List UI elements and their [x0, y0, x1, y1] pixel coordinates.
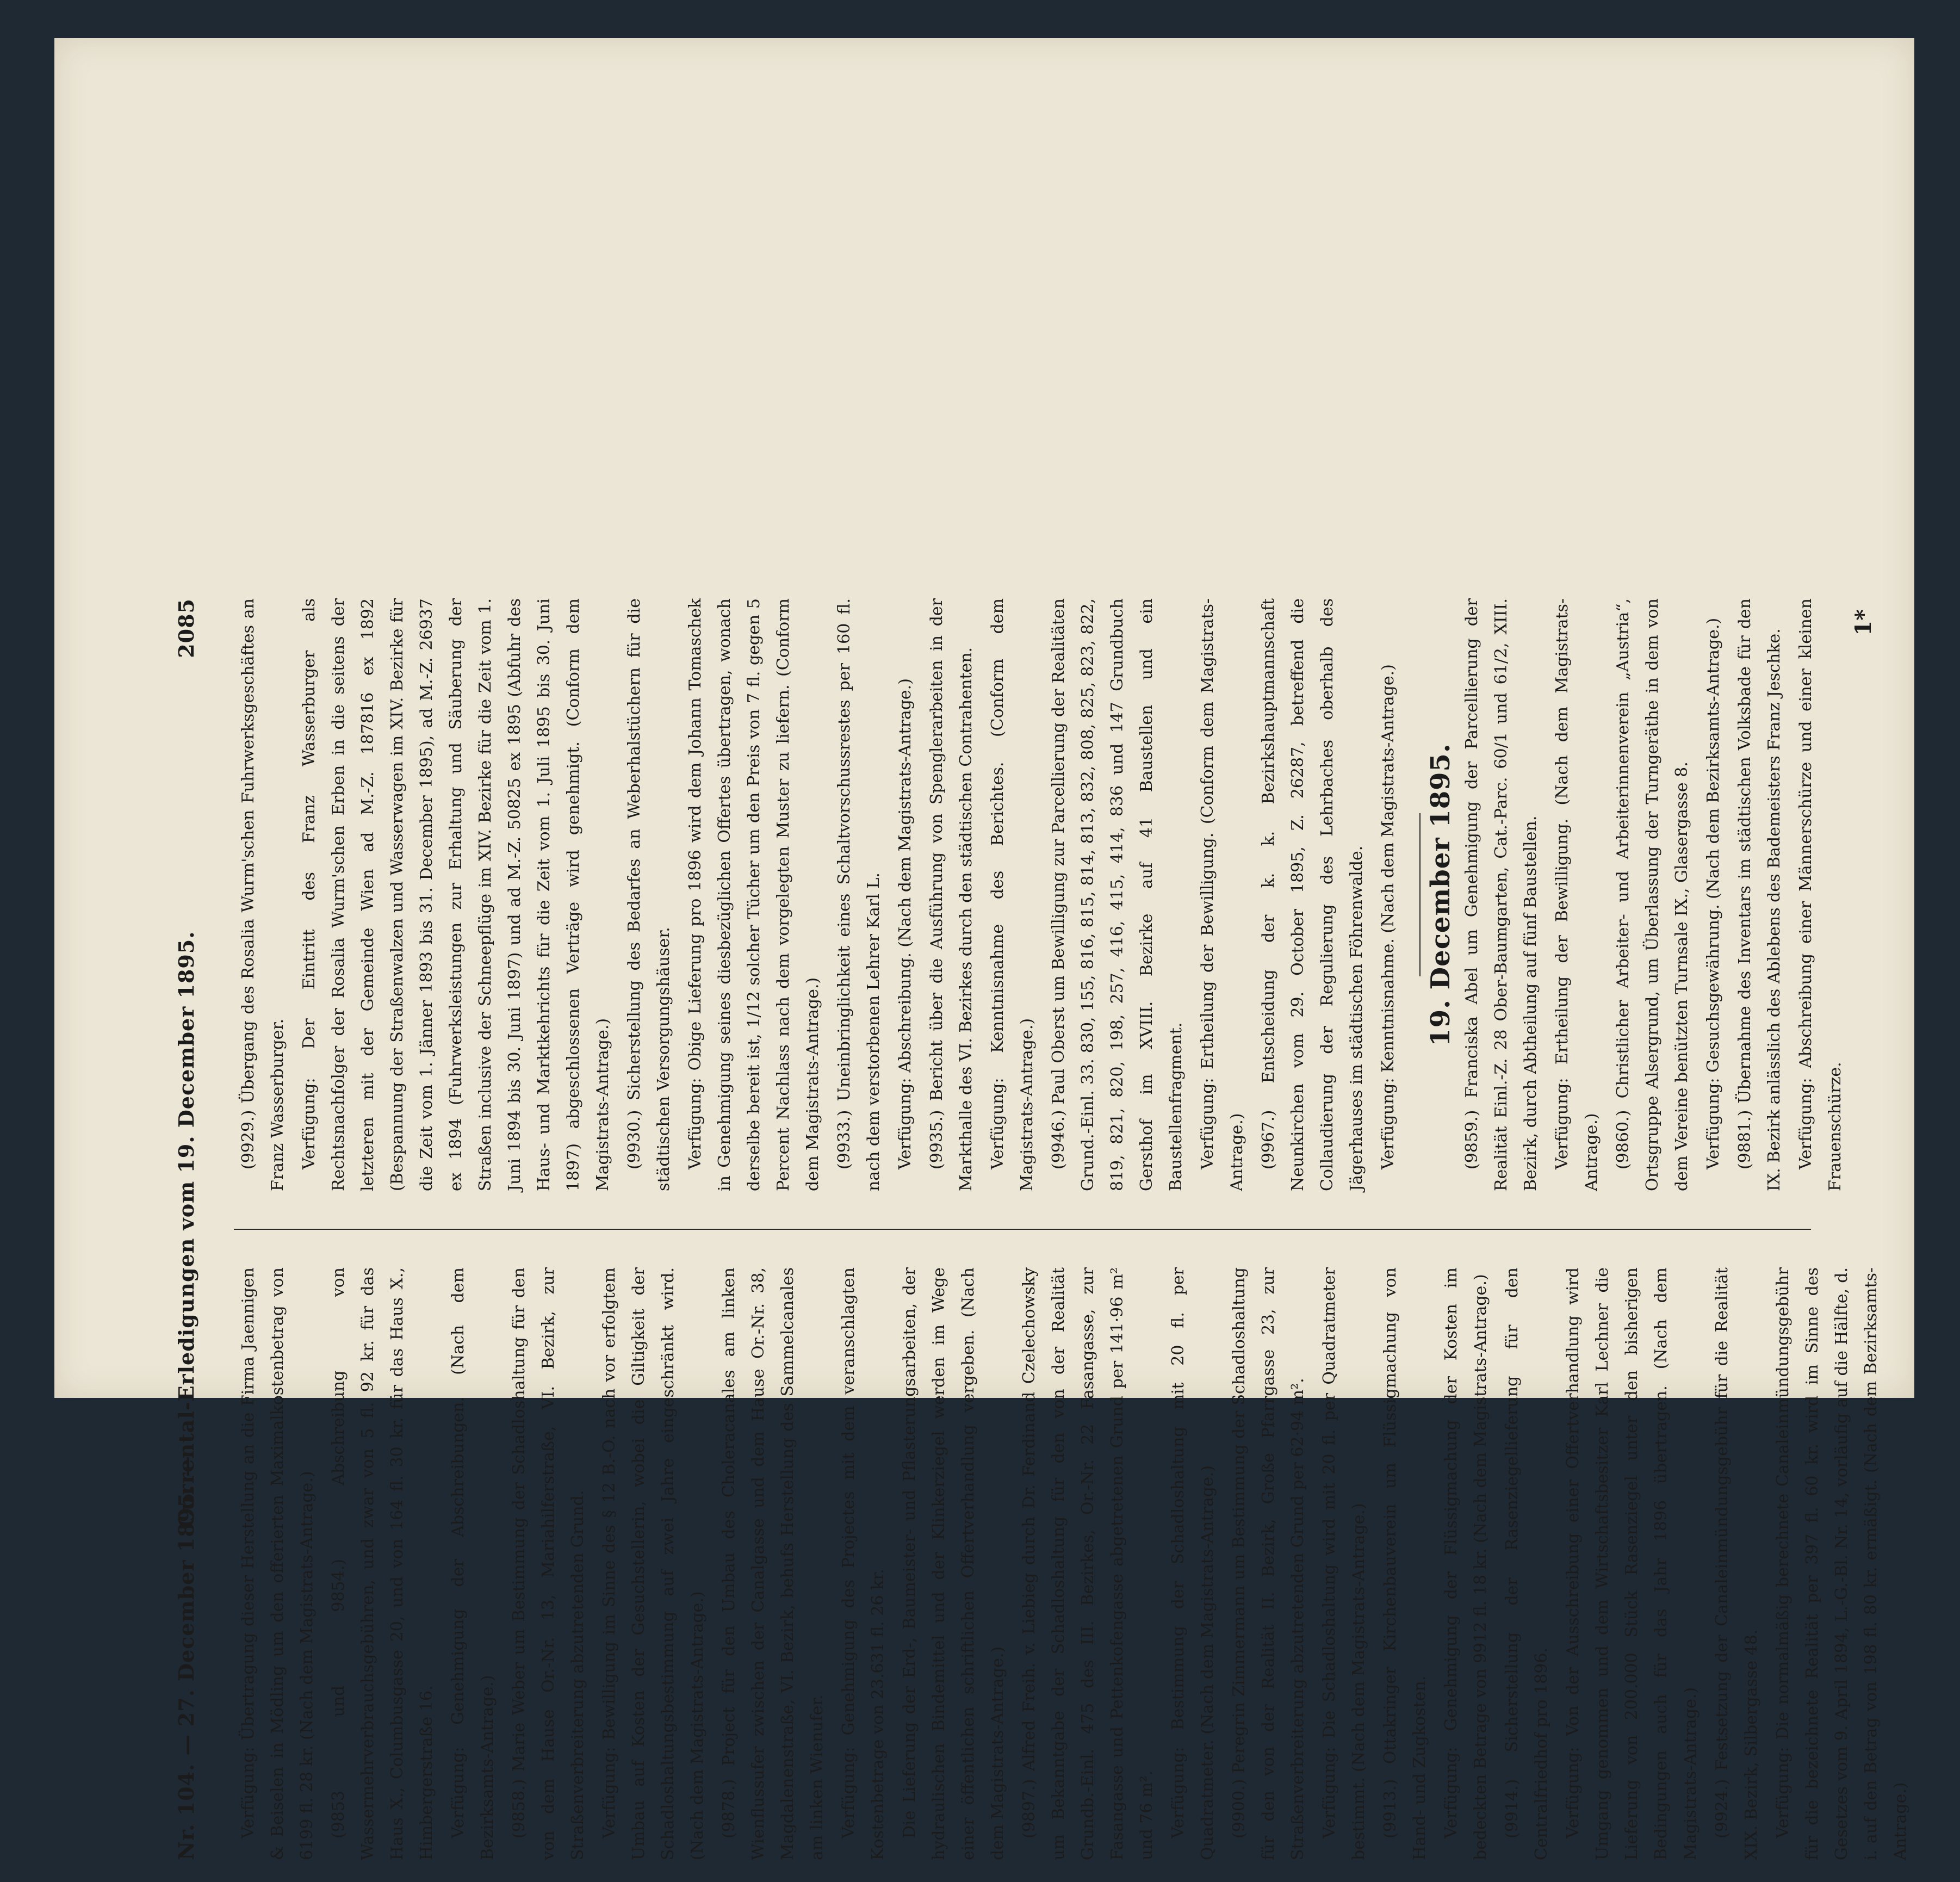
- paragraph: (9858.) Marie Weber um Bestimmung der Schadloshaltung für den von dem Hause Or.-Nr. 13, Mariahilferstraße, VI. Bezirk, zur Straßenverbreiterung abzutretenden Grund.: [510, 1267, 587, 1860]
- paragraph: (9946.) Paul Oberst um Bewilligung zur Parcellierung der Realitäten Grund.-Einl. 33. 830, 155, 816, 815, 814, 813, 832, 808, 825, 823, 822, 819, 821, 820, 198, 257, 416, 415, 414, 836 und 147 Grundbuch Gersthof im XVIII. Bezirke auf 41 Baustellen und ein Baustellenfragment.: [1049, 598, 1186, 1191]
- paragraph: (9914.) Sicherstellung der Rasenziegellieferung für den Centralfriedhof pro 1896.: [1503, 1267, 1551, 1860]
- paragraph: Verfügung: Abschreibung. (Nach dem Magistrats-Antrage.): [896, 678, 915, 1169]
- paragraph: Verfügung: Bewilligung im Sinne des § 12 B.-O. nach vor erfolgtem Umbau auf Kosten der Gesuchstellerin, wobei die Giltigkeit der Schadloshaltungsbestimmung auf zwei Jahre eingeschränkt wird. (Nach dem Magistrats-Antrage.): [600, 1267, 707, 1860]
- paragraph: (9860.) Christlicher Arbeiter- und Arbeiterinnenverein „Austria“, Ortsgruppe Alsergrund, um Überlassung der Turngeräthe in dem von dem Vereine benützten Turnsale IX., Glasergasse 8.: [1614, 598, 1691, 1191]
- paragraph: (9881.) Übernahme des Inventars im städtischen Volksbade für den IX. Bezirk anlässlich des Ablebens des Bademeisters Franz Jeschke.: [1735, 598, 1784, 1191]
- page-title: Currental-Erledigungen vom 19. December 1895.: [174, 931, 199, 1528]
- left-column: [234, 1267, 1910, 1860]
- rotated-page-content: [141, 577, 1909, 1882]
- paragraph: Verfügung: Genehmigung der Abschreibungen. (Nach dem Bezirksamts-Antrage.): [449, 1267, 497, 1860]
- paragraph: Verfügung: Ertheilung der Bewilligung. (Conform dem Magistrats-Antrage.): [1198, 598, 1246, 1191]
- issue-number: Nr. 104. — 27. December 1895. —: [174, 1456, 199, 1860]
- paragraph: Verfügung: Die normalmäßig berechnete Canaleinmündungsgebühr für die bezeichnete Realität per 397 fl. 60 kr. wird im Sinne des Gesetzes vom 9. April 1894, L.-G.-Bl. Nr. 14, vorläufig auf die Hälfte, d. i. auf den Betrag von 198 fl. 80 kr. ermäßigt. (Nach dem Bezirksamts-Antrage.): [1773, 1267, 1910, 1860]
- paragraph: Verfügung: Der Eintritt des Franz Wasserburger als Rechtsnachfolger der Rosalia Wurm'schen Erben in die seitens der letzteren mit der Gemeinde Wien ad M.-Z. 187816 ex 1892 (Bespannung der Straßenwalzen und Wasserwagen im XIV. Bezirke für die Zeit vom 1. Jänner 1893 bis 31. December 1895), ad M.-Z. 26937 ex 1894 (Fuhrwerksleistungen zur Erhaltung und Säuberung der Straßen inclusive der Schneepflüge im XIV. Bezirke für die Zeit vom 1. Juni 1894 bis 30. Juni 1897) und ad M.-Z. 50825 ex 1895 (Abfuhr des Haus- und Marktkehrichts für die Zeit vom 1. Juli 1895 bis 30. Juni 1897) abgeschlossenen Verträge wird genehmigt. (Conform dem Magistrats-Antrage.): [300, 598, 612, 1191]
- paragraph: Verfügung: Kenntnisnahme des Berichtes. (Conform dem Magistrats-Antrage.): [988, 598, 1037, 1191]
- paragraph: Verfügung: Übertragung dieser Herstellung an die Firma Jaennigen & Beiselen in Mödling um den offerierten Maximalkostenbetrag von 6199 fl. 28 kr. (Nach dem Magistrats-Antrage.): [239, 1267, 317, 1860]
- paragraph: (9929.) Übergang des Rosalia Wurm'schen Fuhrwerksgeschäftes an Franz Wasserburger.: [239, 598, 287, 1191]
- scanned-page: [54, 38, 1914, 1860]
- page-number: 2085: [174, 598, 199, 658]
- paragraph: Verfügung: Gesuchsgewährung. (Nach dem Bezirksamts-Antrage.): [1704, 617, 1723, 1169]
- paragraph: Verfügung: Abschreibung einer Männerschürze und einer kleinen Frauenschürze.: [1796, 598, 1845, 1191]
- signature-mark: 1*: [1851, 609, 1876, 636]
- paragraph: Verfügung: Kenntnisnahme. (Nach dem Magistrats-Antrage.): [1379, 664, 1398, 1169]
- paragraph: (9878.) Project für den Umbau des Choleracanales am linken Wienflussufer zwischen der Canalgasse und dem Hause Or.-Nr. 38, Magdalenenstraße, VI. Bezirk, behufs Herstellung des Sammelcanales am linken Wienufer.: [720, 1267, 827, 1860]
- paragraph: Verfügung: Obige Lieferung pro 1896 wird dem Johann Tomaschek in Genehmigung seines diesbezüglichen Offertes übertragen, wonach derselbe bereit ist, 1/12 solcher Tücher um den Preis von 7 fl. gegen 5 Percent Nachlass nach dem vorgelegten Muster zu liefern. (Conform dem Magistrats-Antrage.): [686, 598, 822, 1191]
- paragraph: Verfügung: Ertheilung der Bewilligung. (Nach dem Magistrats-Antrage.): [1553, 598, 1601, 1191]
- column-divider: [234, 1229, 1811, 1230]
- page-header: [174, 598, 212, 1860]
- paragraph: (9897.) Alfred Freih. v. Liebieg durch Dr. Ferdinand Czelechowsky um Bekanntgabe der Schadloshaltung für den von der Realität Grundb.-Einl. 475 des III. Bezirkes, Or.-Nr. 22 Fasangasse, zur Fasangasse und Pettenkofengasse abgetretenen Grund per 141·96 m² und 76 m².: [1020, 1267, 1156, 1860]
- paragraph: (9859.) Franciska Abel um Genehmigung der Parcellierung der Realität Einl.-Z. 28 Ober-Baumgarten, Cat.-Parc. 60/1 und 61/2, XIII. Bezirk, durch Abtheilung auf fünf Baustellen.: [1462, 598, 1540, 1191]
- paragraph: (9935.) Bericht über die Ausführung von Spenglerarbeiten in der Markthalle des VI. Bezirkes durch den städtischen Contrahenten.: [927, 598, 976, 1191]
- paragraph: Die Lieferung der Erd-, Baumeister- und Pflasterungsarbeiten, der hydraulischen Bindemittel und der Klinkerziegel werden im Wege einer öffentlichen schriftlichen Offertverhandlung vergeben. (Nach dem Magistrats-Antrage.): [900, 1267, 1007, 1860]
- paragraph: (9924.) Festsetzung der Canaleinmündungsgebühr für die Realität XIX. Bezirk, Silbergasse 48.: [1713, 1267, 1761, 1860]
- paragraph: (9900.) Peregrin Zimmermann um Bestimmung der Schadloshaltung für den von der Realität II. Bezirk, Große Pfarrgasse 23, zur Straßenverbreiterung abzutretenden Grund per 62·94 m².: [1230, 1267, 1307, 1860]
- paragraph: Verfügung: Die Schadloshaltung wird mit 20 fl. per Quadratmeter bestimmt. (Nach dem Magistrats-Antrage.): [1320, 1267, 1368, 1860]
- paragraph: (9967.) Entscheidung der k. k. Bezirkshauptmannschaft Neunkirchen vom 29. October 1895, Z. 26287, betreffend die Collaudierung der Regulierung des Lehrbaches oberhalb des Jägerhauses im städtischen Föhrenwalde.: [1259, 598, 1366, 1191]
- paragraph: (9933.) Uneinbringlichkeit eines Schaltvorschussrestes per 160 fl. nach dem verstorbenen Lehrer Karl L.: [835, 598, 883, 1191]
- paragraph: Verfügung: Von der Ausschreibung einer Offertverhandlung wird Umgang genommen und dem Wirtschaftsbesitzer Karl Lechner die Lieferung von 200.000 Stück Rasenziegel unter den bisherigen Bedingungen auch für das Jahr 1896 übertragen. (Nach dem Magistrats-Antrage.): [1564, 1267, 1700, 1860]
- date-heading: 19. December 1895.: [1425, 743, 1456, 1047]
- paragraph: (9913.) Ottakringer Kirchenbauverein um Flüssigmachung von Hand- und Zugkosten.: [1381, 1267, 1429, 1860]
- paragraph: Verfügung: Genehmigung der Flüssigmachung der Kosten im bedeckten Betrage von 9912 fl. 18 kr. (Nach dem Magistrats-Antrage.): [1442, 1267, 1490, 1860]
- paragraph: Verfügung: Genehmigung des Projectes mit dem veranschlagten Kostenbetrage von 23.631 fl. 26 kr.: [839, 1267, 888, 1860]
- paragraph: Verfügung: Bestimmung der Schadloshaltung mit 20 fl. per Quadratmeter. (Nach dem Magistrats-Antrage.): [1169, 1267, 1217, 1860]
- paragraph: (9853 und 9854.) Abschreibung von Wassermehrverbrauchsgebühren, und zwar von 5 fl. 92 kr. für das Haus X., Columbusgasse 20, und von 164 fl. 30 kr. für das Haus X., Himbergerstraße 16.: [329, 1267, 436, 1860]
- section-separator: [1419, 813, 1421, 976]
- right-column: [234, 598, 1865, 1191]
- paragraph: (9930.) Sicherstellung des Bedarfes an Weberhalstüchern für die städtischen Versorgungshäuser.: [625, 598, 673, 1191]
